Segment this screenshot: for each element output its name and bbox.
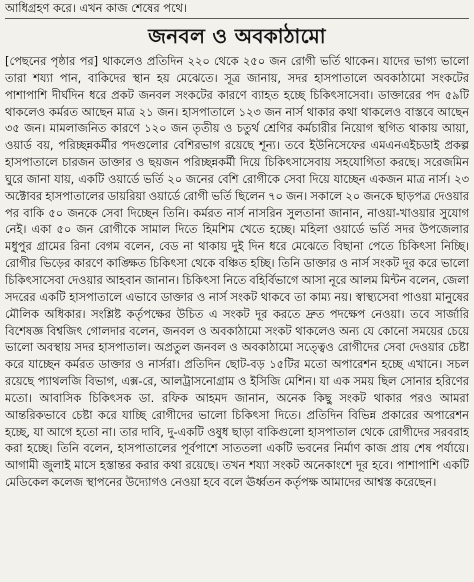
article-headline: জনবল ও অবকাঠামো — [148, 24, 326, 48]
article-paragraph: [পেছনের পৃষ্ঠার পর] থাকলেও প্রতিদিন ২২০ থেকে ২৫০ জন রোগী ভর্তি থাকেন। যাদের ভাগ্য ভালো তারা শয্যা পান, বাকিদের স্থান হয় মেঝেতে। সূত্র জানায়, সদর হাসপাতালে অবকাঠামো সংকটের পাশাপাশি দীর্ঘদিন ধরে প্রকট জনবল সংকটের কারণে ব্যাহত হচ্ছে চিকিৎসাসেবা। ডাক্তারের পদ ৫৯টি থাকলেও কর্মরত আছেন মাত্র ২১ জন। হাসপাতালে ১২৩ জন নার্স থাকার কথা থাকলেও বাস্তবে আছেন ৩৫ জন। মামলাজনিত কারণে ১২০ জন তৃতীয় ও চতুর্থ শ্রেণির কর্মচারীর নিয়োগ স্থগিত থাকায় আয়া, ওয়ার্ড বয়, পরিচ্ছন্নকর্মীর পদগুলোর বেশিরভাগ রয়েছে শূন্য। তবে ইউনিসেফের এমএনএইচডাই প্রকল্প হাসপাতালে চারজন ডাক্তার ও ছয়জন পরিচ্ছন্নকর্মী দিয়ে চিকিৎসাসেবায় সহযোগিতা করছে। সরেজমিন ঘুরে জানা যায়, একটি ওয়ার্ডে ভর্তি ২০ জনের বেশি রোগীকে সেবা দিয়ে যাচ্ছেন একজন মাত্র নার্স। ২৩ অক্টোবর হাসপাতালের ডায়রিয়া ওয়ার্ডে রোগী ভর্তি ছিলেন ৭০ জন। সকালে ২০ জনকে ছাড়পত্র দেওয়ার পর বাকি ৫০ জনকে সেবা দিচ্ছেন তিনি। কর্মরত নার্স নাসরিন সুলতানা জানান, নাওয়া-খাওয়ার সুযোগ নেই। একা ৫০ জন রোগীকে সামাল দিতে হিমশিম খেতে হচ্ছে। মহিলা ওয়ার্ডে ভর্তি সদর উপজেলার মধুপুর গ্রামের রিনা বেগম বলেন, বেড না থাকায় দুই দিন ধরে মেঝেতে বিছানা পেতে চিকিৎসা নিচ্ছি। রোগীর ভিড়ের কারণে কাঙ্ক্ষিত চিকিৎসা থেকে বঞ্চিত হচ্ছি। তিনি ডাক্তার ও নার্স সংকট দূর করে ভালো চিকিৎসাসেবা দেওয়ার আহবান জানান। চিকিৎসা নিতে বহির্বিভাগে আসা নূরে আলম মিন্টন বলেন, জেলা সদরের একটি হাসপাতালে এভাবে ডাক্তার ও নার্স সংকট থাকবে তা কাম্য নয়। স্বাস্থ্যসেবা পাওয়া মানুষের মৌলিক অধিকার। সংশ্লিষ্ট কর্তৃপক্ষের উচিত এ সংকট দূর করতে দ্রুত পদক্ষেপ নেওয়া। তবে সার্জারি বিশেষজ্ঞ বিশ্বজিৎ গোলদার বলেন, জনবল ও অবকাঠামো সংকট থাকলেও অন্য যে কোনো সময়ের চেয়ে ভালো অবস্থায় সদর হাসপাতাল। অপ্রতুল জনবল ও অবকাঠামো সত্ত্বেও রোগীদের সেবা দেওয়ার চেষ্টা করে যাচ্ছেন কর্মরত ডাক্তার ও নার্সরা। প্রতিদিন ছোট-বড় ১৫টির মতো অপারেশন হচ্ছে এখানে। সচল রয়েছে প্যাথলজি বিভাগ, এক্স-রে, আলট্রাসনোগ্রাম ও ইসিজি মেশিন। যা এক সময় ছিল সোনার হরিণের মতো। আবাসিক চিকিৎসক ডা. রফিক আহমদ জানান, অনেক কিছু সংকট থাকার পরও আমরা আন্তরিকভাবে চেষ্টা করে যাচ্ছি রোগীদের ভালো চিকিৎসা দিতে। প্রতিদিন বিভিন্ন প্রকারের অপারেশন হচ্ছে, যা আগে হতো না। তার দাবি, দু-একটি ওষুধ ছাড়া বাকিগুলো হাসপাতাল থেকে রোগীদের সরবরাহ করা হচ্ছে। তিনি বলেন, হাসপাতালের পূর্বপাশে সাততলা একটি ভবনের নির্মাণ কাজ প্রায় শেষ পর্যায়ে। আগামী জুলাই মাসে হস্তান্তর করার কথা রয়েছে। তখন শয্যা সংকট অনেকাংশে দূর হবে। পাশাপাশি একটি মেডিকেল কলেজ স্থাপনের উদ্যোগও নেওয়া হবে বলে ঊর্ধ্বতন কর্তৃপক্ষ আমাদের আশ্বস্ত করেছেন। — [5, 54, 469, 490]
previous-article-fragment: আধিগ্রহণ করে। এখন কাজ শেষের পথে। — [5, 0, 469, 19]
article-body — [5, 53, 469, 558]
